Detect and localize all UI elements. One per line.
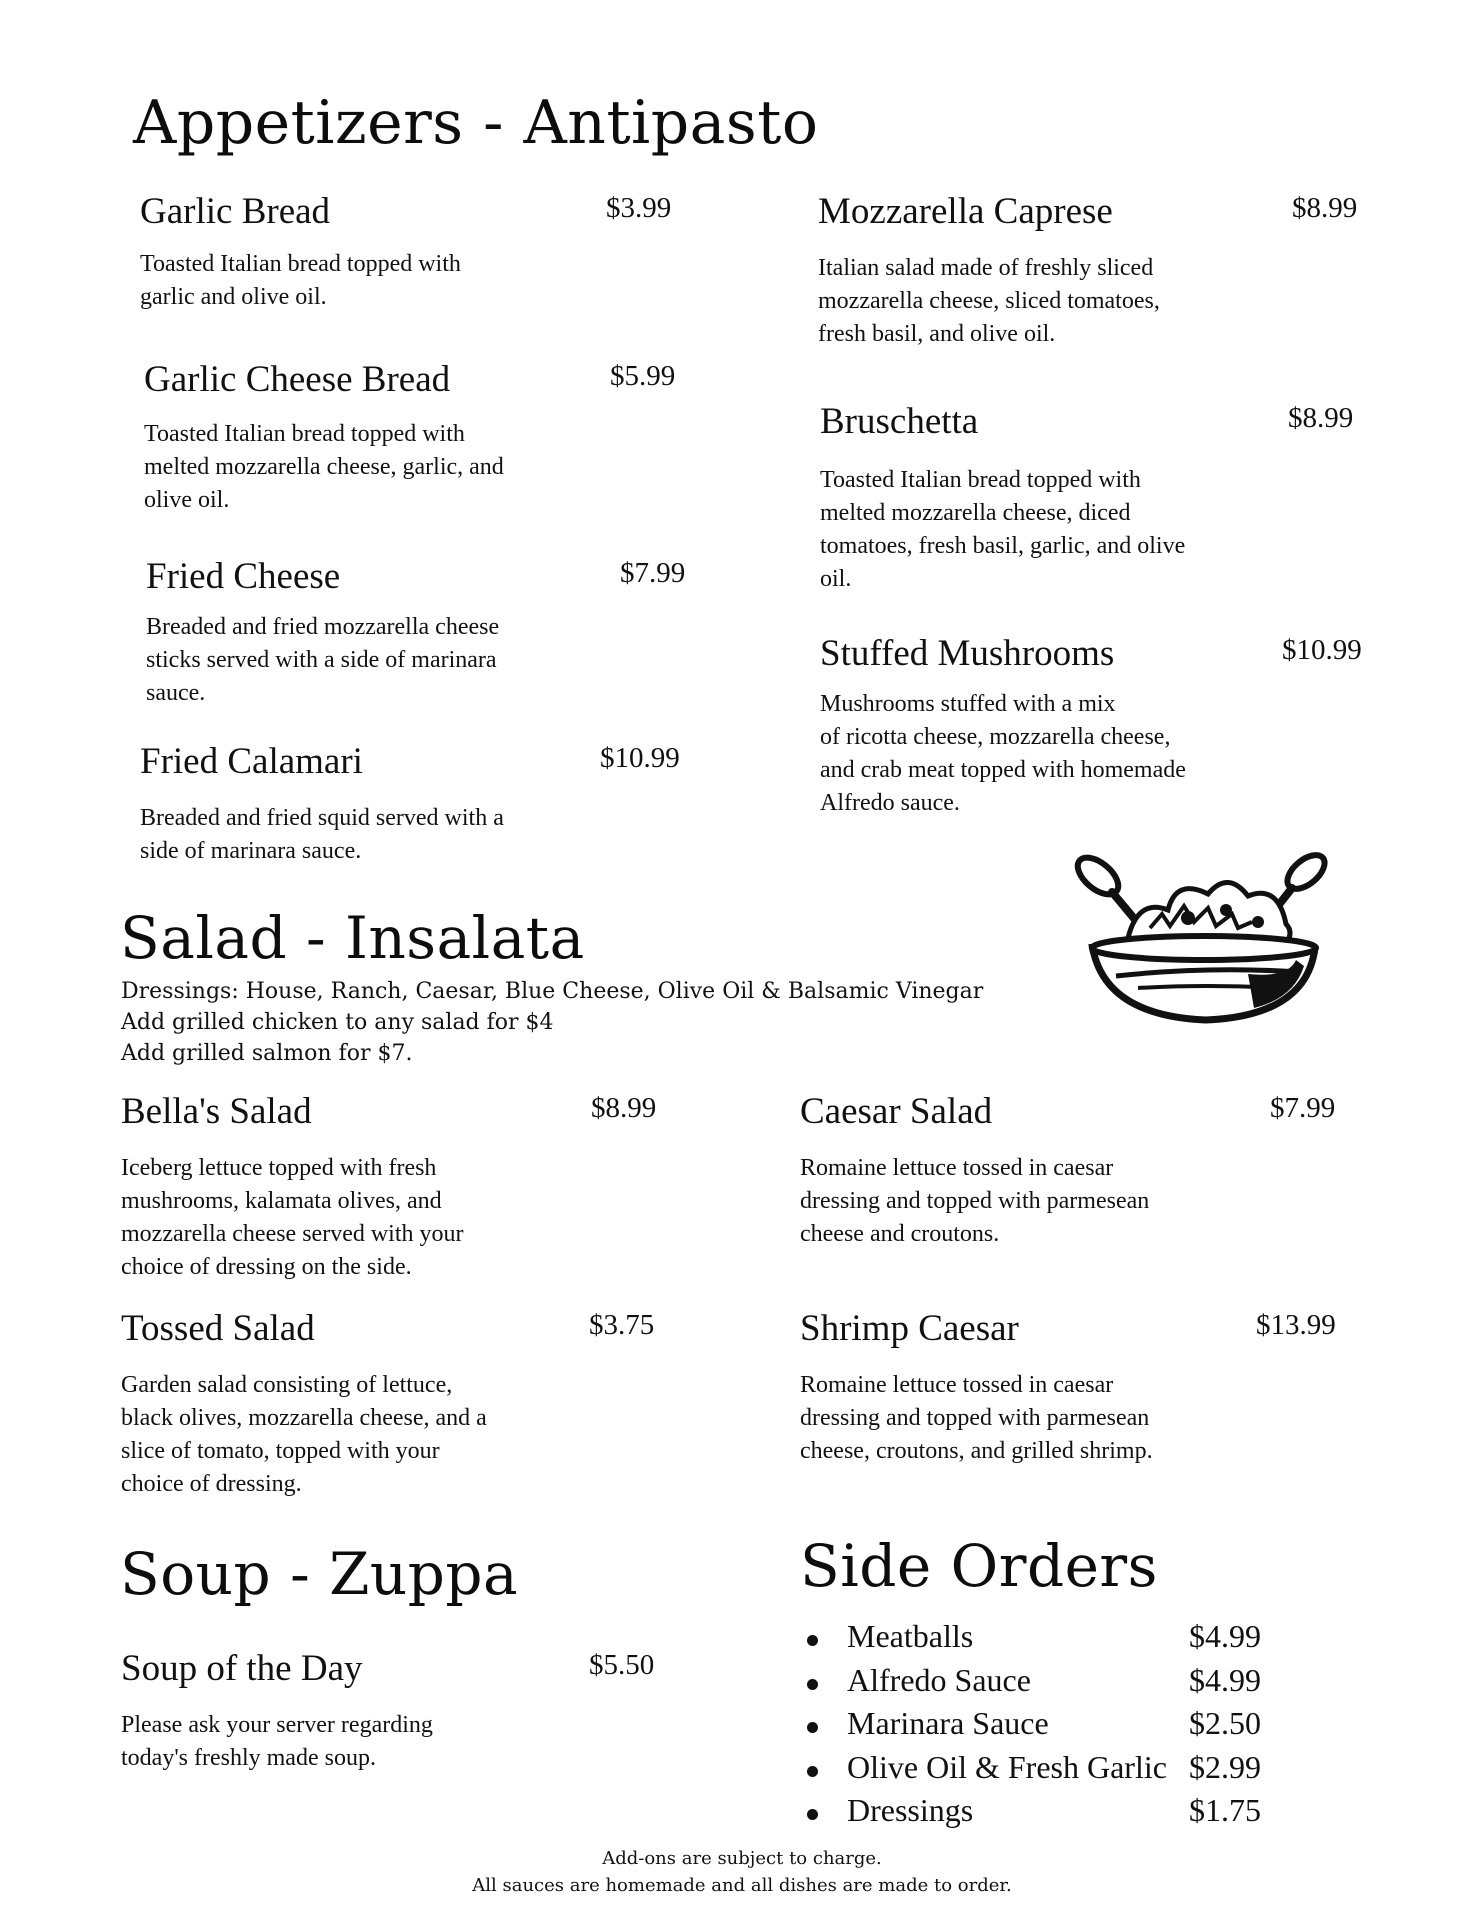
menu-item-caesar-salad — [800, 1090, 1360, 1250]
side-price: $2.50 — [1189, 1705, 1261, 1741]
side-orders-title: Side Orders — [800, 1532, 1158, 1600]
bullet-icon — [807, 1809, 818, 1820]
item-description: Toasted Italian bread topped with melted mozzarella cheese, diced tomatoes, fresh basil, garlic, and olive oil. — [820, 467, 1186, 592]
item-name: Garlic Cheese Bread — [144, 359, 451, 400]
list-item — [807, 1792, 1287, 1836]
footer-addons-note: Add-ons are subject to charge. — [602, 1848, 882, 1869]
side-name: Meatballs — [847, 1618, 974, 1654]
side-price: $2.99 — [1189, 1748, 1261, 1785]
item-description: Iceberg lettuce topped with fresh mushrooms, kalamata olives, and mozzarella cheese served with your choice of dressing on the side. — [121, 1155, 464, 1280]
item-price: $5.50 — [589, 1649, 655, 1681]
list-item — [807, 1749, 1287, 1793]
item-name: Fried Calamari — [140, 741, 363, 782]
item-description: Breaded and fried squid served with a side of marinara sauce. — [140, 805, 504, 864]
item-price: $8.99 — [591, 1092, 657, 1124]
salmon-addon-note: Add grilled salmon for $7. — [121, 1041, 413, 1066]
list-item — [807, 1705, 1287, 1749]
list-item — [807, 1618, 1287, 1662]
item-price: $10.99 — [600, 742, 680, 774]
menu-item-garlic-bread — [140, 190, 680, 310]
list-item — [807, 1662, 1287, 1706]
footer-homemade-note: All sauces are homemade and all dishes are made to order. — [472, 1875, 1012, 1896]
item-price: $8.99 — [1288, 402, 1354, 434]
side-name: Marinara Sauce — [847, 1705, 1049, 1741]
item-description: Garden salad consisting of lettuce, black olives, mozzarella cheese, and a slice of tomato, topped with your choice of dressing. — [121, 1372, 487, 1497]
item-price: $13.99 — [1256, 1309, 1336, 1341]
item-price: $3.75 — [589, 1309, 655, 1341]
side-orders-list — [807, 1618, 1287, 1836]
item-description: Toasted Italian bread topped with garlic and olive oil. — [140, 251, 461, 310]
item-name: Soup of the Day — [121, 1648, 363, 1689]
bullet-icon — [807, 1766, 818, 1777]
item-description: Italian salad made of freshly sliced mozzarella cheese, sliced tomatoes, fresh basil, and olive oil. — [818, 255, 1160, 347]
menu-item-shrimp-caesar — [800, 1307, 1360, 1467]
menu-item-garlic-cheese-bread — [144, 358, 684, 513]
menu-item-stuffed-mushrooms — [820, 632, 1380, 832]
item-price: $5.99 — [610, 360, 676, 392]
bullet-icon — [807, 1635, 818, 1646]
dressings-note: Dressings: House, Ranch, Caesar, Blue Cheese, Olive Oil & Balsamic Vinegar — [121, 979, 984, 1004]
item-price: $8.99 — [1292, 192, 1358, 224]
item-name: Stuffed Mushrooms — [820, 633, 1115, 674]
soup-title: Soup - Zuppa — [120, 1540, 519, 1608]
salad-bowl-icon — [1058, 848, 1348, 1028]
menu-item-bruschetta — [820, 400, 1380, 600]
side-price: $4.99 — [1189, 1661, 1261, 1698]
side-name: Alfredo Sauce — [847, 1661, 1031, 1698]
item-price: $7.99 — [620, 557, 686, 589]
item-name: Bella's Salad — [121, 1091, 312, 1132]
menu-item-fried-cheese — [146, 555, 686, 705]
menu-item-bellas-salad — [121, 1090, 681, 1290]
item-price: $7.99 — [1270, 1092, 1336, 1124]
item-name: Shrimp Caesar — [800, 1308, 1019, 1349]
footer-notes — [0, 1845, 1484, 1899]
bullet-icon — [807, 1679, 818, 1690]
menu-item-fried-calamari — [140, 740, 680, 870]
item-description: Breaded and fried mozzarella cheese sticks served with a side of marinara sauce. — [146, 614, 500, 706]
menu-item-mozzarella-caprese — [818, 190, 1378, 350]
chicken-addon-note: Add grilled chicken to any salad for $4 — [121, 1010, 554, 1035]
side-price: $1.75 — [1189, 1792, 1261, 1828]
item-description: Romaine lettuce tossed in caesar dressing and topped with parmesean cheese, croutons, and grilled shrimp. — [800, 1372, 1153, 1464]
item-name: Mozzarella Caprese — [818, 191, 1113, 232]
item-name: Fried Cheese — [146, 556, 341, 597]
salad-notes — [121, 976, 1081, 1069]
item-description: Please ask your server regarding today's freshly made soup. — [121, 1712, 433, 1771]
item-name: Bruschetta — [820, 401, 979, 442]
side-name: Olive Oil & Fresh Garlic — [847, 1748, 1167, 1785]
menu-item-tossed-salad — [121, 1307, 681, 1507]
menu-item-soup-of-the-day — [121, 1647, 681, 1787]
side-price: $4.99 — [1189, 1618, 1261, 1654]
item-description: Romaine lettuce tossed in caesar dressing and topped with parmesean cheese and croutons. — [800, 1155, 1150, 1247]
side-name: Dressings — [847, 1792, 974, 1828]
item-description: Toasted Italian bread topped with melted mozzarella cheese, garlic, and olive oil. — [144, 421, 504, 513]
item-price: $3.99 — [606, 192, 672, 224]
appetizers-title: Appetizers - Antipasto — [133, 88, 819, 158]
item-name: Tossed Salad — [121, 1308, 315, 1349]
bullet-icon — [807, 1722, 818, 1733]
item-description: Mushrooms stuffed with a mix of ricotta cheese, mozzarella cheese, and crab meat topped with homemade Alfredo sauce. — [820, 691, 1186, 816]
item-name: Garlic Bread — [140, 191, 331, 232]
salad-title: Salad - Insalata — [120, 904, 585, 972]
item-price: $10.99 — [1282, 634, 1362, 666]
item-name: Caesar Salad — [800, 1091, 993, 1132]
